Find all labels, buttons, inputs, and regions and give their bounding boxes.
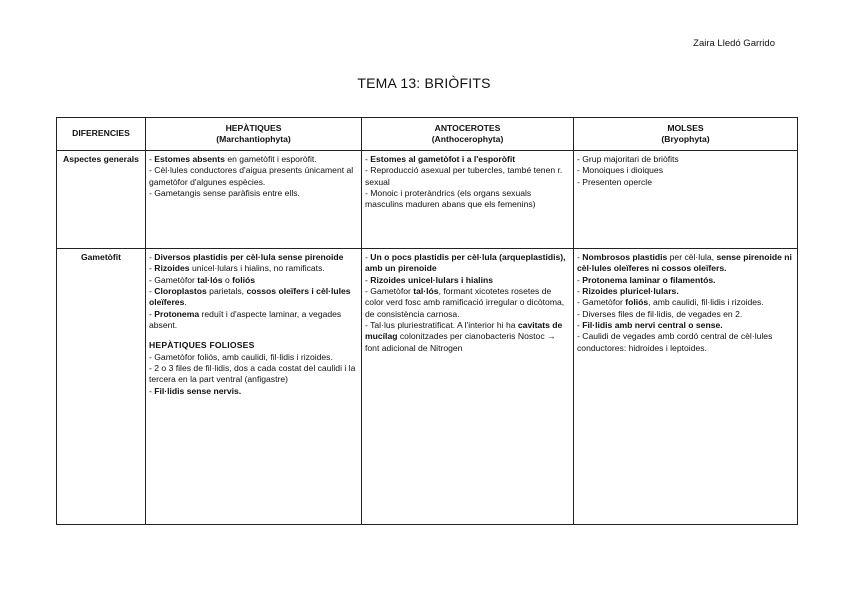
list-item: - Diverses files de fil·lidis, de vegades en 2. xyxy=(577,308,743,319)
cell-mol-gametofit xyxy=(574,249,798,525)
col-header-hepatiques xyxy=(146,118,362,151)
col-header-antocerotes xyxy=(362,118,574,151)
list-item: - Fil·lidis amb nervi central o sense. xyxy=(577,320,723,331)
col-name: HEPÀTIQUES xyxy=(225,122,282,133)
list-item: - 2 o 3 files de fil·lidis, dos a cada costat del caulidi i la tercera en la part ventral (anfigastre) xyxy=(149,363,356,385)
row-label-aspectes: Aspectes generals xyxy=(57,151,146,249)
list-item: - Gametòfor tal·lós, formant xicotetes rosetes de color verd fosc amb ramificació irregular o dicòtoma, de consistència carnosa. xyxy=(365,286,565,319)
table-header-row xyxy=(57,118,798,151)
col-name: MOLSES xyxy=(667,122,704,133)
list-item: - Un o pocs plastidis per cèl·lula (arqueplastidis), amb un pirenoide xyxy=(365,252,566,274)
col-sub: (Anthocerophyta) xyxy=(431,134,504,144)
list-item: - Nombrosos plastidis per cèl·lula, sense pirenoide ni cèl·lules oleïferes ni cossos oleïfers. xyxy=(577,252,792,274)
list-item: - Gametòfor foliós, amb caulidi, fil·lidis i rizoides. xyxy=(577,297,764,308)
list-item: - Rizoides unicel·lulars i hialins, no ramificats. xyxy=(149,263,325,274)
cell-mol-aspectes xyxy=(574,151,798,249)
comparison-table xyxy=(56,117,798,525)
col-sub: (Bryophyta) xyxy=(661,134,710,144)
list-item: - Gametòfor foliós, amb caulidi, fil·lidis i rizoides. xyxy=(149,351,333,362)
page-title: TEMA 13: BRIÒFITS xyxy=(357,75,491,91)
list-item: - Gametangis sense paràfisis entre ells. xyxy=(149,188,300,199)
list-item: - Reproducció asexual per tubercles, també tenen r. sexual xyxy=(365,165,563,187)
list-item: - Estomes absents en gametòfit i esporòfit. xyxy=(149,154,317,164)
list-item: - Gametòfor tal·lós o foliós xyxy=(149,274,256,285)
table-row-aspectes xyxy=(57,151,798,249)
list-item: - Rizoides unicel·lulars i hialins xyxy=(365,274,493,285)
list-item: - Cloroplastos parietals, cossos oleïfers i cèl·lules oleïferes. xyxy=(149,286,351,308)
corner-header: DIFERENCIES xyxy=(57,118,146,151)
subsection-heading: HEPÀTIQUES FOLIOSES xyxy=(149,340,255,351)
col-sub: (Marchantiophyta) xyxy=(216,134,291,144)
cell-ant-gametofit xyxy=(362,249,574,525)
list-item: - Estomes al gametòfot i a l'esporòfit xyxy=(365,154,516,164)
list-item: - Presenten opercle xyxy=(577,176,652,187)
col-header-molses xyxy=(574,118,798,151)
list-item: - Grup majoritari de briòfits xyxy=(577,154,679,164)
list-item: - Rizoides pluricel·lulars. xyxy=(577,286,679,297)
cell-hep-aspectes xyxy=(146,151,362,249)
list-item: - Monoiques i dioiques xyxy=(577,165,663,176)
table-row-gametofit xyxy=(57,249,798,525)
list-item: - Monoic i proteràndrics (els organs sexuals masculins maduren abans que els femenins) xyxy=(365,188,536,210)
list-item: - Caulidi de vegades amb cordó central de cèl·lules conductores: hidroides i leptoides. xyxy=(577,331,773,353)
list-item: - Fil·lidis sense nervis. xyxy=(149,385,242,396)
cell-ant-aspectes xyxy=(362,151,574,249)
author-name: Zaira Lledó Garrido xyxy=(693,38,775,49)
list-item: - Diversos plastidis per cèl·lula sense pirenoide xyxy=(149,252,344,262)
list-item: - Tal·lus pluriestratificat. A l'interior hi ha cavitats de mucílag colonitzades per cianobacteris Nostoc → font adicional de Nitrogen xyxy=(365,320,563,353)
cell-hep-gametofit xyxy=(146,249,362,525)
col-name: ANTOCEROTES xyxy=(434,122,501,133)
list-item: - Cèl·lules conductores d'aigua presents únicament al gametòfor d'algunes espècies. xyxy=(149,165,354,187)
list-item: - Protonema reduït i d'aspecte laminar, a vegades absent. xyxy=(149,308,342,331)
row-label-gametofit: Gametòfit xyxy=(57,249,146,525)
list-item: - Protonema laminar o filamentós. xyxy=(577,274,716,285)
